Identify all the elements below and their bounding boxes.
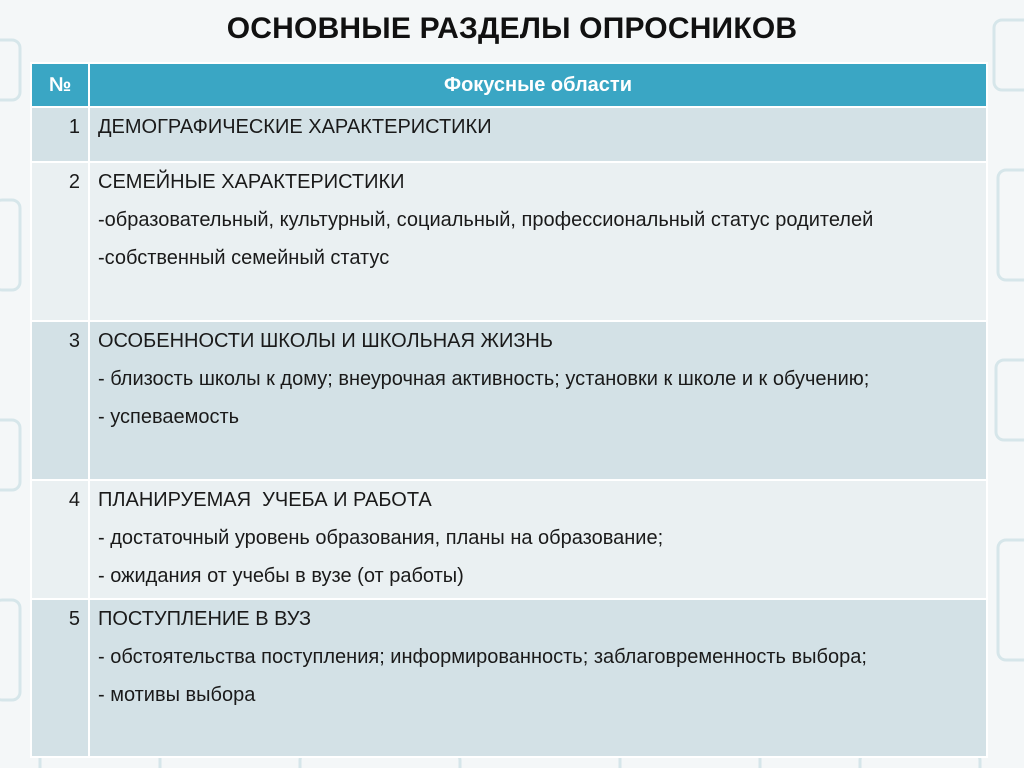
header-number: № [31,63,89,107]
row-heading: ПОСТУПЛЕНИЕ В ВУЗ [98,608,312,630]
row-heading: ОСОБЕННОСТИ ШКОЛЫ И ШКОЛЬНАЯ ЖИЗНЬ [98,330,553,352]
table-row [31,107,987,162]
row-heading: СЕМЕЙНЫЕ ХАРАКТЕРИСТИКИ [98,171,405,193]
row-number: 2 [31,162,89,321]
table-row [31,321,987,480]
row-detail: - мотивы выбора [98,684,256,706]
row-content [89,599,987,757]
row-heading: ПЛАНИРУЕМАЯ УЧЕБА И РАБОТА [98,489,432,511]
row-content [89,107,987,162]
row-detail: - обстоятельства поступления; информированность; заблаговременность выбора; [98,646,867,668]
row-content [89,321,987,480]
table-row [31,599,987,757]
row-detail: - достаточный уровень образования, планы на образование; [98,527,664,549]
row-detail: - успеваемость [98,406,240,428]
header-focus-areas: Фокусные области [89,63,987,107]
row-number: 1 [31,107,89,162]
row-detail: -образовательный, культурный, социальный, профессиональный статус родителей [98,209,874,231]
table-header-row [31,63,987,107]
row-number: 4 [31,480,89,599]
row-content [89,162,987,321]
table-row [31,480,987,599]
row-detail: -собственный семейный статус [98,247,390,269]
focus-areas-table [30,62,988,758]
row-detail: - близость школы к дому; внеурочная активность; установки к школе и к обучению; [98,368,870,390]
table-row [31,162,987,321]
row-detail: - ожидания от учебы в вузе (от работы) [98,565,464,587]
row-content [89,480,987,599]
row-number: 5 [31,599,89,757]
row-number: 3 [31,321,89,480]
row-heading: ДЕМОГРАФИЧЕСКИЕ ХАРАКТЕРИСТИКИ [98,116,492,138]
slide-title: ОСНОВНЫЕ РАЗДЕЛЫ ОПРОСНИКОВ [226,12,798,45]
